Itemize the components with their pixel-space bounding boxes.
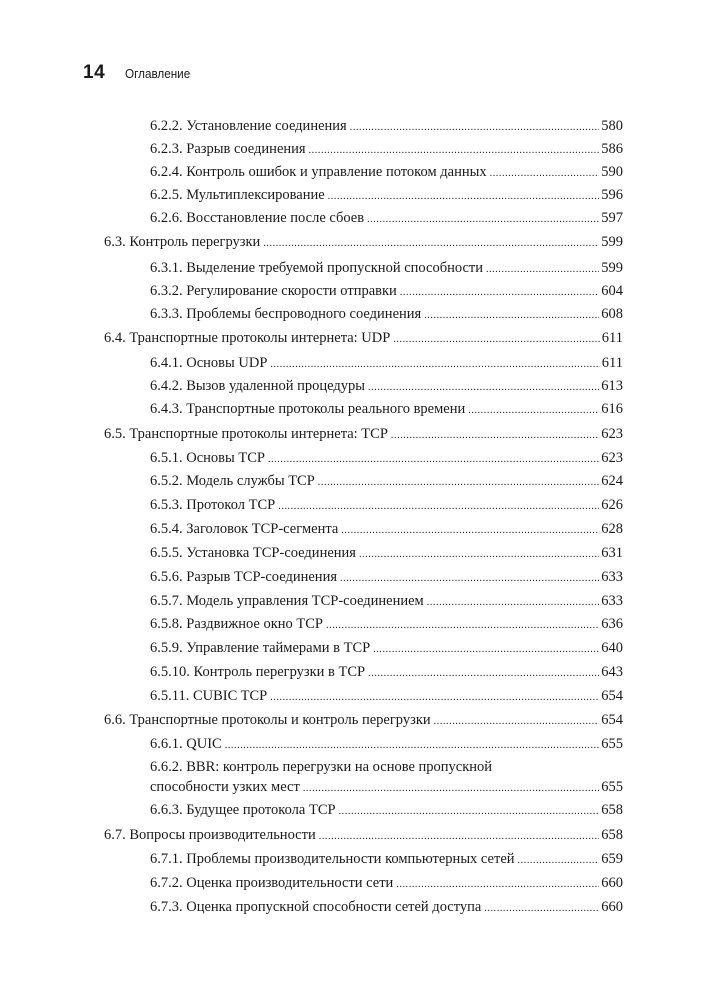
toc-entry	[150, 399, 623, 421]
toc-section-entry	[104, 710, 623, 732]
leader-dots	[393, 330, 599, 350]
toc-entry-page: 633	[601, 593, 623, 609]
toc-entry	[150, 304, 623, 326]
toc-entry-title: 6.5.9. Управление таймерами в TCP	[150, 640, 371, 656]
toc-entry-title: 6.5.5. Установка TCP-соединения	[150, 545, 356, 561]
toc-entry-page: 640	[601, 640, 623, 656]
toc-entry	[150, 139, 623, 161]
leader-dots	[427, 593, 600, 613]
leader-dots	[368, 378, 599, 398]
leader-dots	[468, 401, 599, 421]
toc-entry	[150, 757, 623, 799]
toc-entry	[150, 734, 623, 756]
toc-entry	[150, 638, 623, 660]
toc-entry-page: 611	[601, 330, 623, 346]
leader-dots	[424, 306, 599, 326]
leader-dots	[434, 712, 600, 732]
toc-section-entry	[104, 328, 623, 350]
toc-entry-title: 6.5.11. CUBIC TCP	[150, 688, 268, 704]
toc-entry-title: 6.4.3. Транспортные протоколы реального времени	[150, 401, 466, 417]
toc-entry	[150, 281, 623, 303]
toc-entry-page: 643	[601, 664, 623, 680]
toc-entry-title: 6.2.5. Мультиплексирование	[150, 187, 325, 203]
toc-entry-title: 6.3.2. Регулирование скорости отправки	[150, 283, 397, 299]
toc-entry	[150, 662, 623, 684]
leader-dots	[359, 545, 599, 565]
toc-entry	[150, 543, 623, 565]
leader-dots	[368, 664, 599, 684]
toc-entry-title: 6.3. Контроль перегрузки	[104, 234, 261, 250]
toc-entry-title: 6.4.1. Основы UDP	[150, 355, 268, 371]
leader-dots	[391, 426, 599, 446]
toc-entry-page: 631	[601, 545, 623, 561]
leader-dots	[486, 260, 599, 280]
toc-section-entry	[104, 825, 623, 847]
toc-entry-page: 658	[601, 802, 623, 818]
toc-entry-title: 6.3.1. Выделение требуемой пропускной способности	[150, 260, 483, 276]
leader-dots	[340, 569, 599, 589]
leader-dots	[341, 521, 599, 541]
leader-dots	[268, 450, 599, 470]
toc-entry-page: 655	[601, 736, 623, 752]
leader-dots	[328, 187, 600, 207]
toc-entry-title: 6.2.6. Восстановление после сбоев	[150, 210, 365, 226]
page-number: 14	[83, 62, 106, 83]
toc-entry-title: 6.2.4. Контроль ошибок и управление потоком данных	[150, 164, 487, 180]
leader-dots	[396, 875, 599, 895]
toc-entry-title: 6.4. Транспортные протоколы интернета: UDP	[104, 330, 391, 346]
toc-entry-page: 626	[601, 497, 623, 513]
leader-dots	[319, 827, 600, 847]
toc-entry-page: 613	[601, 378, 623, 394]
toc-entry	[150, 376, 623, 398]
toc-entry-page: 636	[601, 616, 623, 632]
toc-entry	[150, 116, 623, 138]
toc-entry-title: 6.7.3. Оценка пропускной способности сетей доступа	[150, 899, 482, 915]
toc-entry-page: 624	[601, 473, 623, 489]
leader-dots	[278, 497, 599, 517]
leader-dots	[303, 779, 599, 799]
toc-entry-title: 6.5.8. Раздвижное окно TCP	[150, 616, 323, 632]
toc-entry	[150, 614, 623, 636]
toc-section-entry	[104, 424, 623, 446]
toc-entry	[150, 686, 623, 708]
leader-dots	[270, 355, 599, 375]
toc-entry-title: 6.6.3. Будущее протокола TCP	[150, 802, 336, 818]
toc-entry-title: 6.5.7. Модель управления TCP-соединением	[150, 593, 424, 609]
toc-entry	[150, 471, 623, 493]
toc-entry-title: 6.3.3. Проблемы беспроводного соединения	[150, 306, 422, 322]
toc-entry	[150, 897, 623, 919]
leader-dots	[326, 616, 599, 636]
leader-dots	[318, 473, 599, 493]
toc-entry	[150, 208, 623, 230]
toc-entry-page: 580	[601, 118, 623, 134]
toc-entry-page: 590	[601, 164, 623, 180]
toc-entry-title: 6.7. Вопросы производительности	[104, 827, 316, 843]
toc-entry	[150, 591, 623, 613]
leader-dots	[339, 802, 600, 822]
leader-dots	[350, 118, 600, 138]
toc-entry	[150, 873, 623, 895]
toc-entry-title: 6.5. Транспортные протоколы интернета: TCP	[104, 426, 388, 442]
toc-entry-title: 6.5.10. Контроль перегрузки в TCP	[150, 664, 366, 680]
leader-dots	[367, 210, 599, 230]
toc-entry-page: 633	[601, 569, 623, 585]
toc-entry-page: 611	[601, 355, 623, 371]
toc-entry	[150, 258, 623, 280]
toc-entry-page: 655	[601, 779, 623, 795]
toc-entry	[150, 567, 623, 589]
leader-dots	[518, 851, 600, 871]
toc-entry-title: 6.5.2. Модель службы TCP	[150, 473, 315, 489]
toc-entry-page: 654	[601, 712, 623, 728]
toc-entry-title: 6.5.4. Заголовок TCP-сегмента	[150, 521, 339, 537]
running-title: Оглавление	[125, 66, 191, 81]
toc-entry-page: 623	[601, 450, 623, 466]
toc-entry-title: 6.6. Транспортные протоколы и контроль перегрузки	[104, 712, 431, 728]
toc-entry-title: 6.7.1. Проблемы производительности компьютерных сетей	[150, 851, 515, 867]
toc-entry-page: 654	[601, 688, 623, 704]
toc-entry-page: 608	[601, 306, 623, 322]
leader-dots	[484, 899, 599, 919]
toc-entry-title: 6.5.3. Протокол TCP	[150, 497, 276, 513]
toc-entry-title: 6.5.1. Основы TCP	[150, 450, 265, 466]
toc-entry-title: 6.2.3. Разрыв соединения	[150, 141, 306, 157]
toc-entry-page: 599	[601, 260, 623, 276]
toc-entry-page: 597	[601, 210, 623, 226]
leader-dots	[400, 283, 599, 303]
toc-entry-page: 660	[601, 899, 623, 915]
toc-entry	[150, 519, 623, 541]
toc-entry-title: 6.7.2. Оценка производительности сети	[150, 875, 394, 891]
toc-entry-page: 596	[601, 187, 623, 203]
toc-section-entry	[104, 232, 623, 254]
toc-entry	[150, 162, 623, 184]
toc-entry-page: 604	[601, 283, 623, 299]
toc-entry-page: 659	[601, 851, 623, 867]
toc-entry-title: 6.4.2. Вызов удаленной процедуры	[150, 378, 366, 394]
toc-entry-title: 6.2.2. Установление соединения	[150, 118, 347, 134]
toc-entry-page: 658	[601, 827, 623, 843]
leader-dots	[225, 736, 600, 756]
toc-entry-title: 6.5.6. Разрыв TCP-соединения	[150, 569, 337, 585]
toc-entry	[150, 185, 623, 207]
toc-entry-page: 586	[601, 141, 623, 157]
toc-entry	[150, 353, 623, 375]
toc-entry-page: 628	[601, 521, 623, 537]
toc-entry	[150, 849, 623, 871]
toc-entry	[150, 800, 623, 822]
toc-entry	[150, 448, 623, 470]
toc-entry-title: способности узких мест	[150, 779, 300, 795]
leader-dots	[373, 640, 599, 660]
leader-dots	[270, 688, 599, 708]
toc-entry-page: 623	[601, 426, 623, 442]
toc-entry-title-line1: 6.6.2. BBR: контроль перегрузки на основе пропускной	[150, 759, 493, 775]
toc-entry	[150, 495, 623, 517]
leader-dots	[263, 234, 599, 254]
toc-entry-page: 599	[601, 234, 623, 250]
toc-entry-page: 616	[601, 401, 623, 417]
leader-dots	[309, 141, 600, 161]
toc-entry-title: 6.6.1. QUIC	[150, 736, 222, 752]
toc-entry-page: 660	[601, 875, 623, 891]
leader-dots	[490, 164, 600, 184]
